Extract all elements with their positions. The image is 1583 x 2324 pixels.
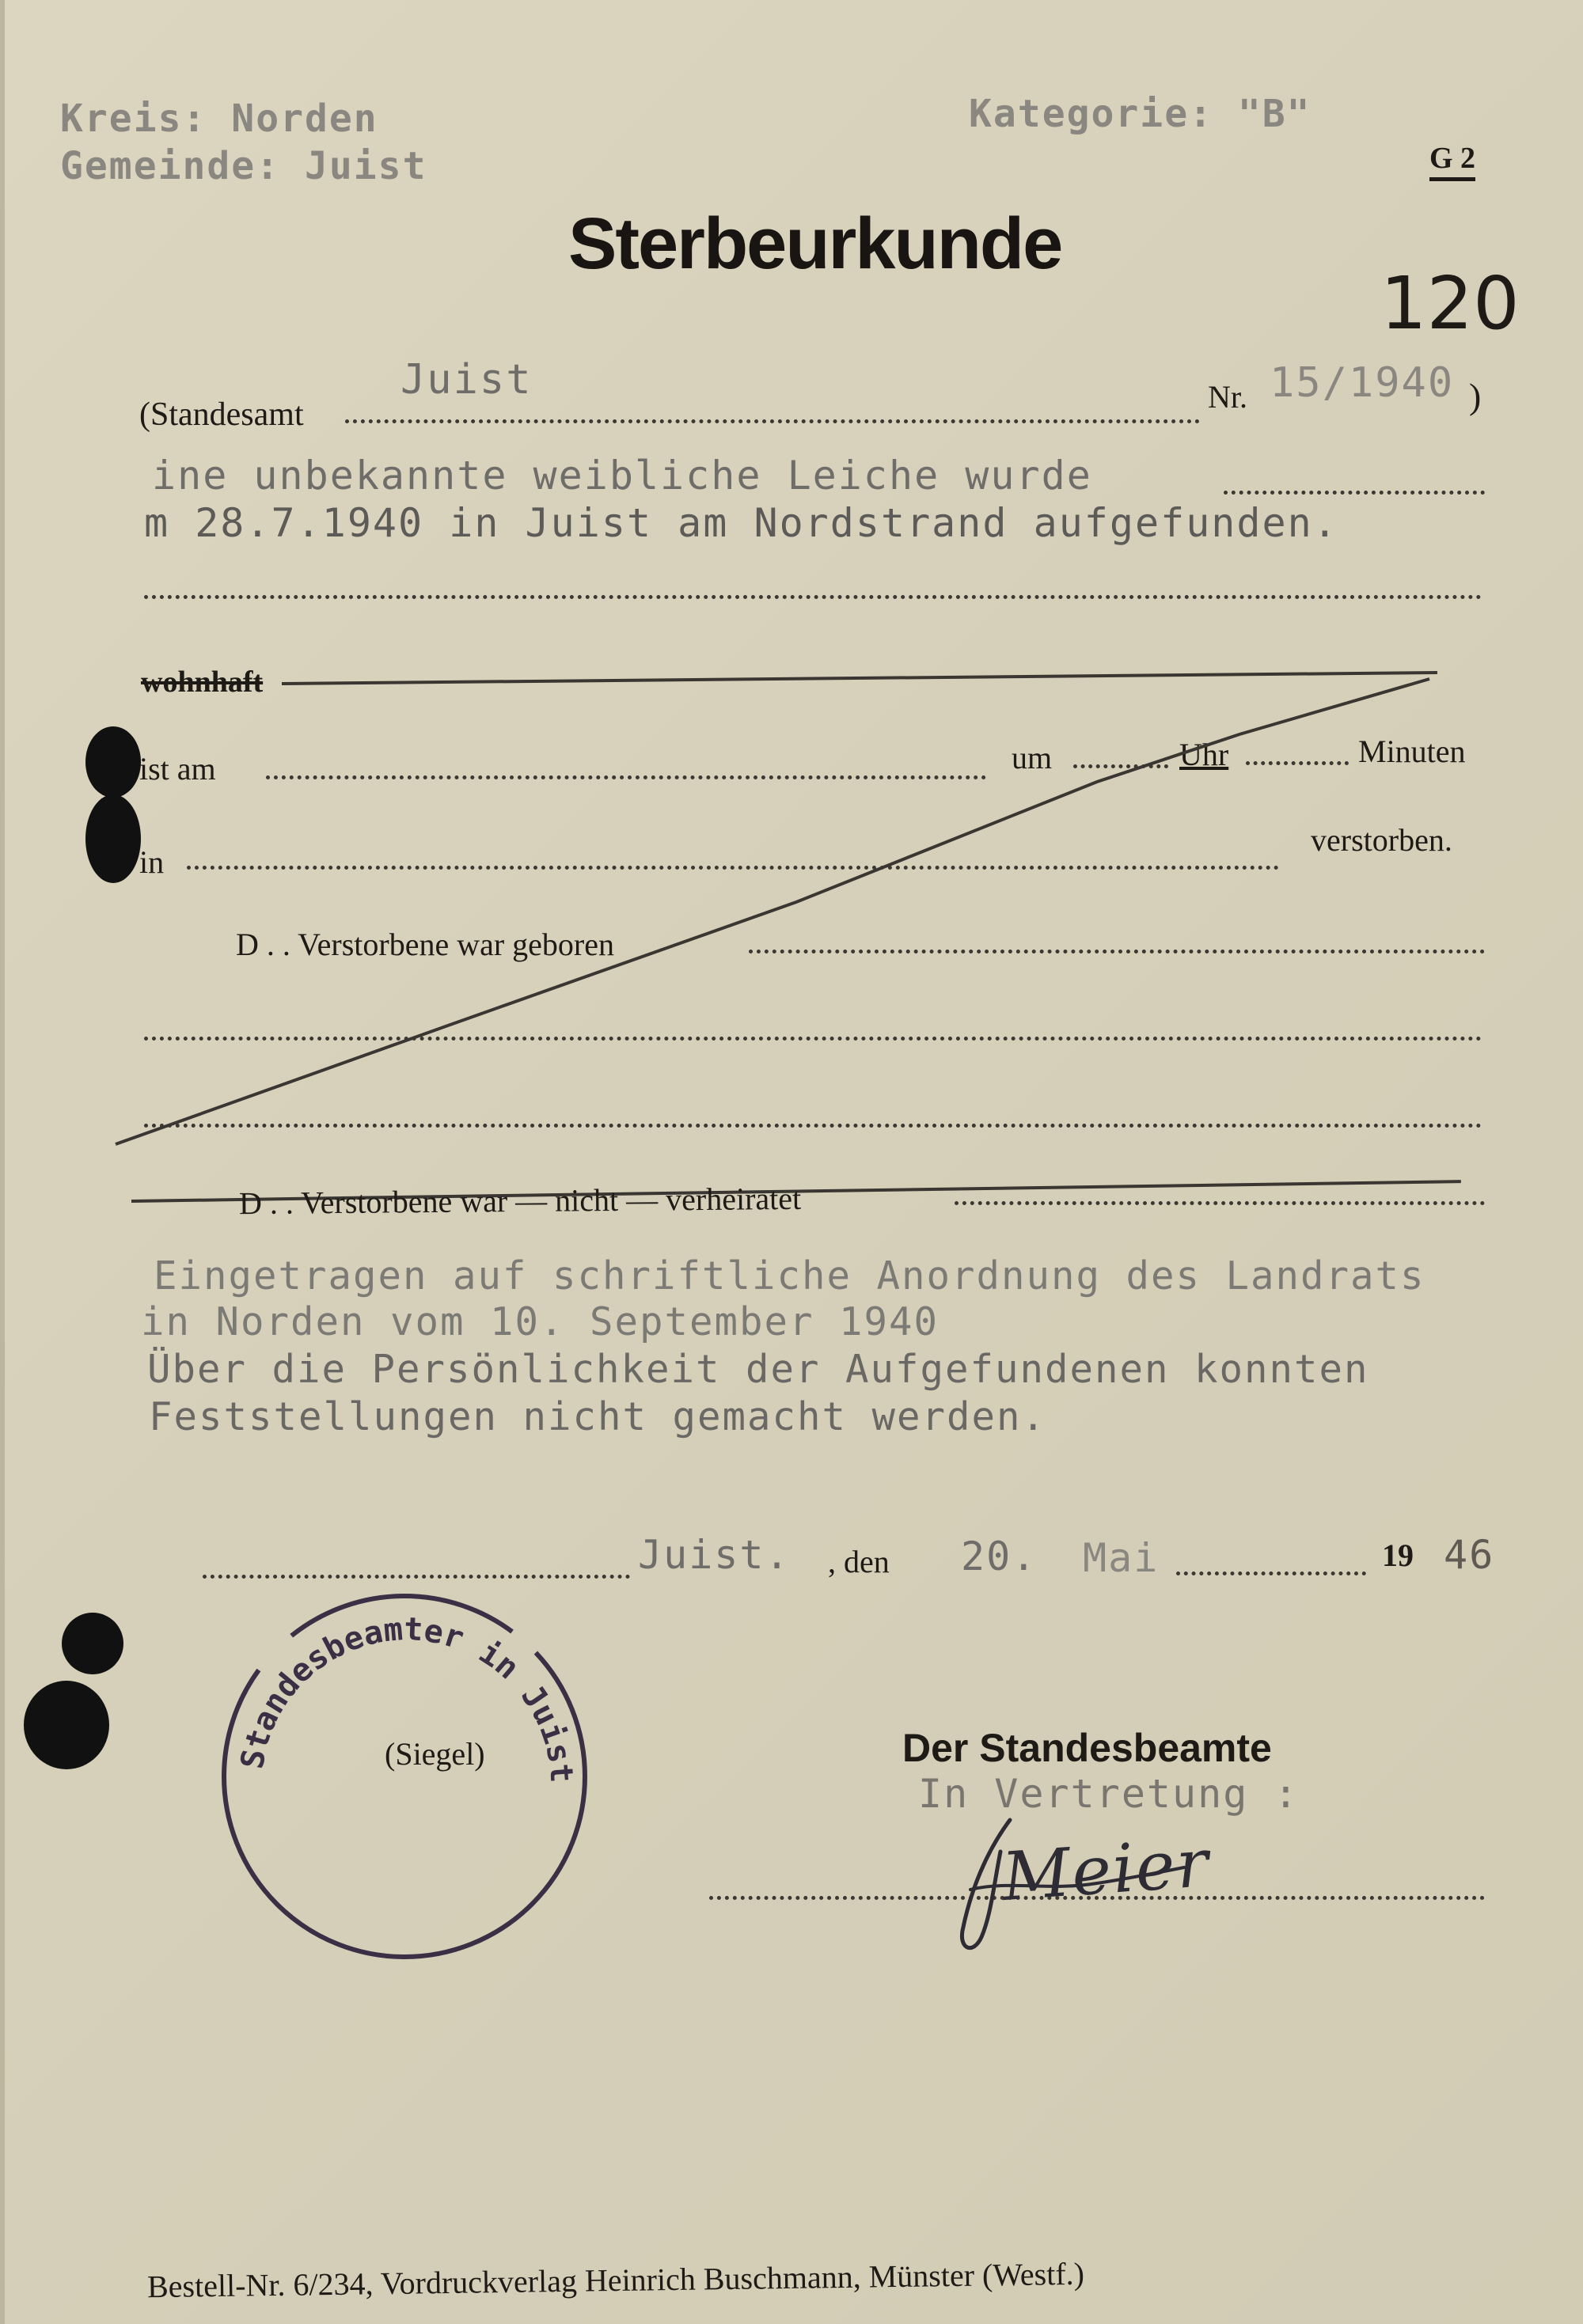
signature-flourish: [915, 1804, 1216, 1962]
den-label: , den: [828, 1544, 890, 1579]
verheiratet-label: D . . Verstorbene war — nicht — verheiratet: [238, 1180, 802, 1222]
day-value: 20.: [961, 1534, 1038, 1579]
verheiratet-dots: [955, 1201, 1485, 1205]
remarks-line-3: Über die Persönlichkeit der Aufgefundenen konnten: [147, 1347, 1369, 1392]
standesamt-label: (Standesamt: [139, 396, 304, 433]
signature-title: Der Standesbeamte: [902, 1726, 1272, 1770]
footer-imprint: Bestell-Nr. 6/234, Vordruckverlag Heinrich Buschmann, Münster (Westf.): [146, 2255, 1085, 2305]
year-value: 46: [1444, 1532, 1495, 1578]
punch-hole-3: [62, 1613, 123, 1674]
entry-line-2: m 28.7.1940 in Juist am Nordstrand aufgefunden.: [144, 500, 1338, 546]
diagonal-cancel-stroke: [5, 0, 1583, 1234]
seal-label: (Siegel): [385, 1736, 485, 1772]
signature-subtitle: In Vertretung :: [918, 1771, 1300, 1817]
minuten-label: Minuten: [1358, 734, 1466, 769]
kategorie-line: Kategorie: "B": [969, 92, 1312, 136]
kreis-line: Kreis: Norden: [60, 97, 378, 141]
entry-line-1: ine unbekannte weibliche Leiche wurde: [152, 453, 1092, 499]
uhr-label: Uhr: [1179, 737, 1229, 772]
month-value: Mai: [1083, 1535, 1160, 1581]
gemeinde-line: Gemeinde: Juist: [60, 144, 427, 188]
place-value: Juist.: [638, 1532, 791, 1578]
official-seal: [203, 1583, 598, 1986]
geboren-label: D . . Verstorbene war geboren: [236, 927, 614, 962]
nr-close: ): [1469, 376, 1482, 416]
form-code: G 2: [1429, 141, 1475, 181]
in-label: in: [139, 844, 165, 880]
nr-label: Nr.: [1208, 379, 1247, 415]
svg-text:Standesbeamter in Juist: Standesbeamter in Juist: [233, 1611, 580, 1784]
ist-am-label: ist am: [139, 751, 216, 787]
verstorben-label: verstorben.: [1311, 822, 1452, 858]
century-label: 19: [1382, 1537, 1414, 1573]
standesamt-value: Juist: [400, 356, 533, 404]
place-dots: [203, 1575, 630, 1579]
register-number: 120: [1380, 261, 1520, 346]
nr-value: 15/1940: [1270, 359, 1455, 407]
remarks-line-2: in Norden vom 10. September 1940: [141, 1299, 940, 1344]
remarks-line-4: Feststellungen nicht gemacht werden.: [149, 1394, 1047, 1439]
signature-name: Meier: [999, 1823, 1213, 1916]
date-dots: [1176, 1571, 1366, 1575]
wohnhaft-label: wohnhaft: [141, 665, 264, 699]
um-label: um: [1012, 740, 1053, 775]
document-title: Sterbeurkunde: [568, 203, 1062, 284]
punch-hole-4: [24, 1681, 109, 1769]
remarks-line-1: Eingetragen auf schriftliche Anordnung des Landrats: [154, 1253, 1425, 1298]
